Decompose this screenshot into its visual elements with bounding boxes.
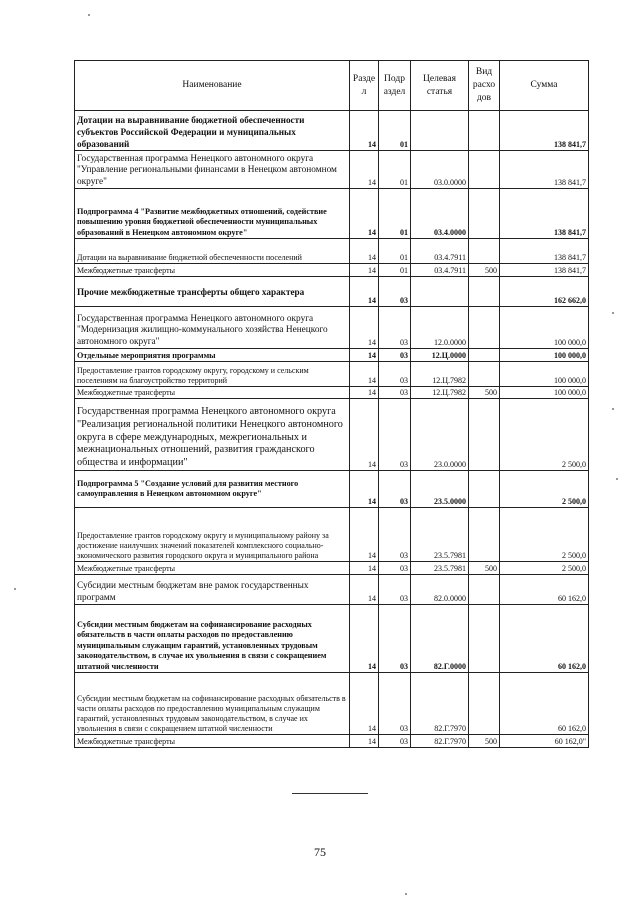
scan-speck	[616, 478, 618, 480]
table-row	[75, 508, 589, 562]
row-vid	[469, 673, 500, 735]
row-name: Подпрограмма 5 "Создание условий для развития местного самоуправления в Ненецком автономном округе"	[75, 471, 350, 508]
row-razdel: 14	[350, 399, 379, 471]
table-row	[75, 471, 589, 508]
row-vid	[469, 362, 500, 387]
row-razdel: 14	[350, 735, 379, 748]
row-name: Государственная программа Ненецкого автономного округа "Управление региональными финансами в Ненецком автономном округе"	[75, 151, 350, 189]
row-razdel: 14	[350, 562, 379, 575]
row-vid	[469, 239, 500, 264]
row-razdel: 14	[350, 387, 379, 399]
row-summa: 162 662,0	[500, 277, 589, 307]
table-row	[75, 151, 589, 189]
row-summa: 60 162,0	[500, 575, 589, 605]
row-podrazdel: 03	[379, 673, 411, 735]
row-podrazdel: 01	[379, 264, 411, 277]
row-summa: 100 000,0	[500, 362, 589, 387]
row-summa: 138 841,7	[500, 264, 589, 277]
row-celevaya: 82.Г.0000	[411, 605, 469, 673]
row-celevaya: 23.5.7981	[411, 562, 469, 575]
row-podrazdel: 03	[379, 735, 411, 748]
table-row	[75, 399, 589, 471]
row-summa: 2 500,0	[500, 562, 589, 575]
row-podrazdel: 03	[379, 508, 411, 562]
row-vid: 500	[469, 735, 500, 748]
row-podrazdel: 03	[379, 605, 411, 673]
row-name: Прочие межбюджетные трансферты общего характера	[75, 277, 350, 307]
row-name: Субсидии местным бюджетам на софинансирование расходных обязательств в части оплаты расходов по предоставлению муниципальным служащим гарантий, установленных трудовым законодательством, в случае их увольнения в связи с сокращением штатной численности	[75, 605, 350, 673]
row-name: Предоставление грантов городскому округу, городскому и сельским поселениям на благоустройство территорий	[75, 362, 350, 387]
row-vid	[469, 307, 500, 349]
page-number: 75	[314, 845, 326, 859]
header-vid: Вид расхо дов	[469, 61, 500, 111]
scan-speck	[14, 588, 16, 590]
footer-divider	[292, 793, 368, 794]
row-razdel: 14	[350, 508, 379, 562]
row-vid	[469, 471, 500, 508]
row-celevaya: 12.Ц.7982	[411, 387, 469, 399]
row-podrazdel: 01	[379, 189, 411, 239]
row-name: Субсидии местным бюджетам вне рамок государственных программ	[75, 575, 350, 605]
table-row	[75, 562, 589, 575]
row-summa: 138 841,7	[500, 151, 589, 189]
table-row	[75, 735, 589, 748]
table-row	[75, 239, 589, 264]
scan-speck	[612, 312, 614, 314]
row-vid	[469, 189, 500, 239]
row-celevaya: 03.4.7911	[411, 264, 469, 277]
row-podrazdel: 03	[379, 277, 411, 307]
row-celevaya: 03.4.0000	[411, 189, 469, 239]
row-celevaya: 82.Г.7970	[411, 673, 469, 735]
table-row	[75, 605, 589, 673]
row-name: Подпрограмма 4 "Развитие межбюджетных отношений, содействие повышению уровня бюджетной обеспеченности муниципальных образований в Ненецком автономном округе"	[75, 189, 350, 239]
row-vid	[469, 575, 500, 605]
row-podrazdel: 03	[379, 349, 411, 362]
row-name: Межбюджетные трансферты	[75, 264, 350, 277]
row-vid	[469, 508, 500, 562]
row-celevaya	[411, 111, 469, 151]
row-razdel: 14	[350, 307, 379, 349]
table-row	[75, 277, 589, 307]
row-celevaya: 23.5.0000	[411, 471, 469, 508]
row-razdel: 14	[350, 264, 379, 277]
row-celevaya: 12.Ц.0000	[411, 349, 469, 362]
table-row	[75, 349, 589, 362]
table-row	[75, 575, 589, 605]
row-vid	[469, 605, 500, 673]
header-celevaya: Целевая статья	[411, 61, 469, 111]
row-summa: 60 162,0	[500, 605, 589, 673]
row-vid	[469, 349, 500, 362]
table-row	[75, 387, 589, 399]
row-summa: 100 000,0	[500, 307, 589, 349]
row-summa: 60 162,0"	[500, 735, 589, 748]
table-row	[75, 362, 589, 387]
row-podrazdel: 03	[379, 387, 411, 399]
row-celevaya: 12.Ц.7982	[411, 362, 469, 387]
row-celevaya: 23.0.0000	[411, 399, 469, 471]
header-name: Наименование	[75, 61, 350, 111]
scan-speck	[405, 893, 407, 895]
row-razdel: 14	[350, 111, 379, 151]
row-name: Межбюджетные трансферты	[75, 387, 350, 399]
row-summa: 60 162,0	[500, 673, 589, 735]
row-razdel: 14	[350, 471, 379, 508]
row-razdel: 14	[350, 277, 379, 307]
row-name: Субсидии местным бюджетам на софинансирование расходных обязательств в части оплаты расходов по предоставлению муниципальным служащим гарантий, установленных трудовым законодательством, в случае их увольнения в связи с сокращением штатной численности	[75, 673, 350, 735]
table-row	[75, 307, 589, 349]
row-celevaya: 23.5.7981	[411, 508, 469, 562]
row-podrazdel: 03	[379, 399, 411, 471]
row-podrazdel: 03	[379, 575, 411, 605]
row-vid: 500	[469, 264, 500, 277]
row-vid: 500	[469, 562, 500, 575]
row-razdel: 14	[350, 349, 379, 362]
row-celevaya: 03.4.7911	[411, 239, 469, 264]
row-summa: 138 841,7	[500, 189, 589, 239]
row-summa: 100 000,0	[500, 349, 589, 362]
row-vid	[469, 277, 500, 307]
row-podrazdel: 01	[379, 151, 411, 189]
row-razdel: 14	[350, 239, 379, 264]
row-celevaya: 03.0.0000	[411, 151, 469, 189]
row-razdel: 14	[350, 189, 379, 239]
row-vid	[469, 151, 500, 189]
row-vid	[469, 111, 500, 151]
row-name: Отдельные мероприятия программы	[75, 349, 350, 362]
row-podrazdel: 01	[379, 111, 411, 151]
row-name: Межбюджетные трансферты	[75, 735, 350, 748]
row-vid: 500	[469, 387, 500, 399]
table-row	[75, 189, 589, 239]
row-podrazdel: 03	[379, 362, 411, 387]
row-razdel: 14	[350, 605, 379, 673]
row-summa: 138 841,7	[500, 111, 589, 151]
table-row	[75, 111, 589, 151]
row-summa: 2 500,0	[500, 399, 589, 471]
row-podrazdel: 03	[379, 562, 411, 575]
row-podrazdel: 03	[379, 307, 411, 349]
row-name: Дотации на выравнивание бюджетной обеспеченности поселений	[75, 239, 350, 264]
row-razdel: 14	[350, 362, 379, 387]
row-podrazdel: 03	[379, 471, 411, 508]
table-header-row	[75, 61, 589, 111]
row-razdel: 14	[350, 575, 379, 605]
scan-speck	[88, 14, 90, 16]
row-name: Государственная программа Ненецкого автономного округа "Модернизация жилищно-коммунального хозяйства Ненецкого автономного округа"	[75, 307, 350, 349]
row-razdel: 14	[350, 673, 379, 735]
header-summa: Сумма	[500, 61, 589, 111]
row-celevaya: 82.Г.7970	[411, 735, 469, 748]
table-row	[75, 264, 589, 277]
row-celevaya: 12.0.0000	[411, 307, 469, 349]
row-razdel: 14	[350, 151, 379, 189]
row-celevaya: 82.0.0000	[411, 575, 469, 605]
row-name: Дотации на выравнивание бюджетной обеспеченности субъектов Российской Федерации и муниципальных образований	[75, 111, 350, 151]
row-summa: 2 500,0	[500, 508, 589, 562]
scan-speck	[612, 408, 614, 410]
row-summa: 100 000,0	[500, 387, 589, 399]
header-razdel: Разде л	[350, 61, 379, 111]
row-vid	[469, 399, 500, 471]
header-podrazdel: Подр аздел	[379, 61, 411, 111]
table-row	[75, 673, 589, 735]
row-podrazdel: 01	[379, 239, 411, 264]
row-name: Межбюджетные трансферты	[75, 562, 350, 575]
budget-table	[74, 60, 589, 748]
row-name: Предоставление грантов городскому округу и муниципальному району за достижение наилучших значений показателей комплексного социально-экономического развития городского округа и муниципального района	[75, 508, 350, 562]
row-summa: 138 841,7	[500, 239, 589, 264]
row-summa: 2 500,0	[500, 471, 589, 508]
row-name: Государственная программа Ненецкого автономного округа "Реализация региональной политики Ненецкого автономного округа в сфере международных, межрегиональных и межнациональных отношений, развития гражданского общества и информации"	[75, 399, 350, 471]
row-celevaya	[411, 277, 469, 307]
